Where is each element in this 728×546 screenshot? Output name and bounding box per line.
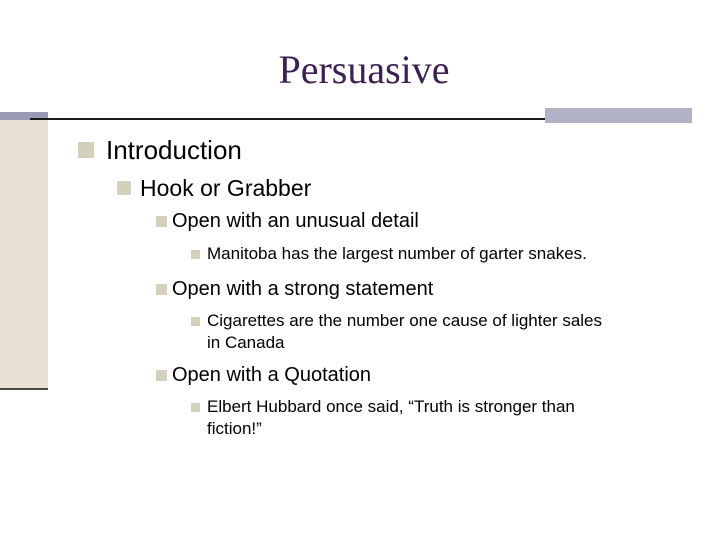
bullet-icon bbox=[78, 142, 94, 158]
bullet-icon bbox=[191, 317, 200, 326]
bullet-icon bbox=[156, 284, 167, 295]
decorative-rule-block-right bbox=[545, 108, 692, 123]
bullet-icon bbox=[191, 403, 200, 412]
decorative-side-bar bbox=[0, 120, 48, 390]
bullet-icon bbox=[156, 370, 167, 381]
slide-title: Persuasive bbox=[278, 47, 450, 92]
outline-level2: Hook or Grabber bbox=[140, 175, 312, 201]
point2-detail-line1: Cigarettes are the number one cause of lighter sales bbox=[207, 311, 603, 330]
point3-heading: Open with a Quotation bbox=[172, 364, 372, 386]
point3-detail-line2: fiction!” bbox=[207, 419, 262, 438]
outline-level1: Introduction bbox=[106, 135, 242, 165]
point1-heading: Open with an unusual detail bbox=[172, 210, 419, 232]
bullet-icon bbox=[156, 216, 167, 227]
point2-heading: Open with a strong statement bbox=[172, 278, 434, 300]
bullet-icon bbox=[117, 181, 131, 195]
bullet-icon bbox=[191, 250, 200, 259]
point3-detail-line1: Elbert Hubbard once said, “Truth is stronger than bbox=[207, 397, 575, 416]
point2-detail-line2: in Canada bbox=[207, 333, 285, 352]
point1-detail: Manitoba has the largest number of garter snakes. bbox=[207, 244, 587, 263]
